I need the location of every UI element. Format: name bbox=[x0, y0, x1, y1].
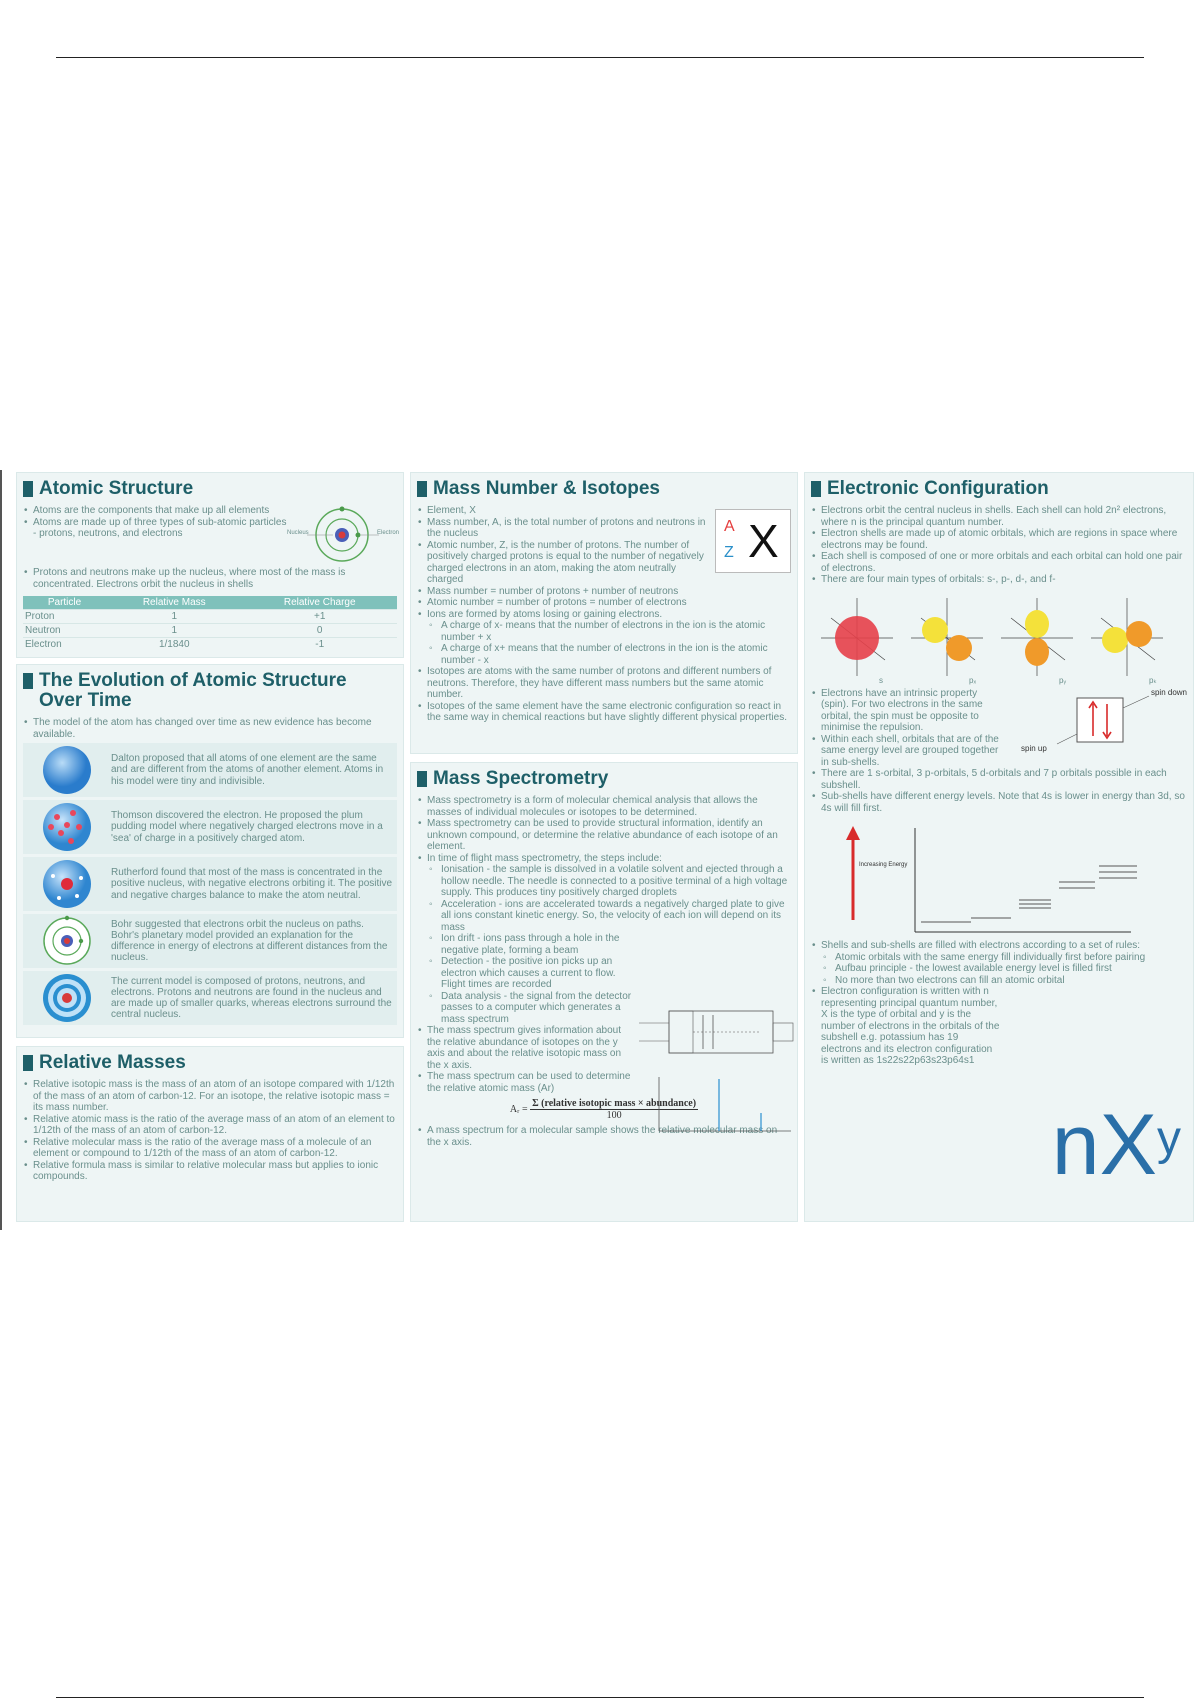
current-model-image bbox=[23, 971, 111, 1025]
list-item: • Electrons orbit the central nucleus in shells. Each shell can hold 2n² electrons, where n is the principal quantum number. bbox=[811, 505, 1187, 528]
list-item: • Ions are formed by atoms losing or gaining electrons. bbox=[417, 609, 791, 621]
spin-up-label: spin up bbox=[1021, 743, 1047, 753]
atomic-structure-title: Atomic Structure bbox=[23, 479, 397, 499]
rules-intro bbox=[811, 940, 1187, 952]
list-item: • A mass spectrum for a molecular sample shows the relative molecular mass on the x axis. bbox=[417, 1125, 791, 1148]
current-text: The current model is composed of protons, neutrons, and electrons. Protons and neutrons are found in the nucleus and are made up of smaller quarks, whereas electrons surround the central nucleus. bbox=[111, 975, 392, 1021]
table-cell: 1/1840 bbox=[106, 638, 242, 652]
formula-denominator: 100 bbox=[606, 1110, 622, 1121]
table-cell: 1 bbox=[106, 610, 242, 624]
rutherford-text: Rutherford found that most of the mass is concentrated in the positive nucleus, with negative electrons orbiting it. The positive and negative charges balance to make the atom neutral. bbox=[111, 867, 393, 901]
mass-number-bullets bbox=[417, 505, 707, 586]
list-item: • The mass spectrum gives information about the relative abundance of isotopes on the y axis and about the relative isotopic mass on the x axis. bbox=[417, 1025, 637, 1071]
mass-number-panel bbox=[410, 472, 798, 754]
atomic-structure-panel bbox=[16, 472, 404, 658]
list-item: • Electron shells are made up of atomic orbitals, which are regions in space where electrons may be found. bbox=[811, 528, 1187, 551]
evolution-intro bbox=[23, 717, 397, 740]
subshell-bullets bbox=[811, 768, 1187, 814]
orbital-label: pᵧ bbox=[1059, 675, 1067, 685]
relative-masses-title: Relative Masses bbox=[23, 1053, 397, 1073]
bohr-text: Bohr suggested that electrons orbit the nucleus on paths. Bohr's planetary model provided an explanation for the difference in energy of electrons at different distances from the nucleus. bbox=[111, 918, 388, 964]
evolution-panel bbox=[16, 664, 404, 1038]
list-item: • Sub-shells have different energy levels. Note that 4s is lower in energy than 3d, so 4s will fill first. bbox=[811, 791, 1187, 814]
configuration-notation bbox=[1051, 1097, 1181, 1193]
spin-down-label: spin down bbox=[1150, 687, 1187, 697]
table-cell: Electron bbox=[23, 638, 106, 652]
mass-spectrometry-title: Mass Spectrometry bbox=[417, 769, 791, 789]
atom-diagram bbox=[287, 505, 400, 567]
mass-number-symbol: A bbox=[724, 518, 735, 535]
list-item: • Isotopes of the same element have the same electronic configuration so react in the same way in chemical reactions but have slightly different physical properties. bbox=[417, 701, 791, 724]
list-item: • Atoms are made up of three types of sub-atomic particles - protons, neutrons, and electrons bbox=[23, 517, 287, 540]
list-item: • Mass number = number of protons + number of neutrons bbox=[417, 586, 791, 598]
electron-label: Electron bbox=[377, 530, 400, 536]
mass-number-bullets-2 bbox=[417, 586, 791, 621]
table-cell: 1 bbox=[106, 624, 242, 638]
spin-bullets bbox=[811, 688, 1001, 769]
list-item: • There are 1 s-orbital, 3 p-orbitals, 5 d-orbitals and 7 p orbitals possible in each subshell. bbox=[811, 768, 1187, 791]
dalton-model-image bbox=[23, 743, 111, 797]
relative-bullets bbox=[23, 1079, 397, 1183]
list-item: • Protons and neutrons make up the nucleus, where most of the mass is concentrated. Electrons orbit the nucleus in shells bbox=[23, 567, 397, 590]
relative-masses-panel bbox=[16, 1046, 404, 1222]
list-item: • The model of the atom has changed over time as new evidence has become available. bbox=[23, 717, 397, 740]
list-item: • Relative molecular mass is the ratio of the average mass of a molecule of an element or compound to 1/12th of the mass of an atom of carbon-12. bbox=[23, 1137, 397, 1160]
list-item: • Mass spectrometry is a form of molecular chemical analysis that allows the masses of individual molecules or isotopes to be determined. bbox=[417, 795, 791, 818]
table-header: Particle bbox=[23, 596, 106, 610]
model-row-bohr bbox=[23, 914, 397, 968]
spin-diagram bbox=[1021, 688, 1187, 760]
list-item: • Isotopes are atoms with the same number of protons and different numbers of neutrons. Therefore, they have different mass numbers but the same atomic number. bbox=[417, 666, 791, 701]
list-item: • Electrons have an intrinsic property (spin). For two electrons in the same orbital, the spin must be opposite to minimise the repulsion. bbox=[811, 688, 1001, 734]
isotope-bullets bbox=[417, 666, 791, 724]
nxy-y: y bbox=[1157, 1112, 1181, 1165]
list-item: • Atoms are the components that make up all elements bbox=[23, 505, 287, 517]
tof-apparatus-diagram bbox=[639, 1001, 795, 1072]
left-edge-bar bbox=[0, 470, 2, 1230]
list-item: ◦ Data analysis - the signal from the detector passes to a computer which generates a mass spectrum bbox=[417, 991, 637, 1026]
list-item: ◦ Ionisation - the sample is dissolved in a volatile solvent and ejected through a hollow needle. The needle is connected to a positive terminal of a high voltage supply. This produces tiny positively charged droplets bbox=[417, 864, 791, 899]
top-rule bbox=[56, 57, 1144, 58]
bottom-rule bbox=[56, 1697, 1144, 1698]
model-row-current bbox=[23, 971, 397, 1025]
thomson-text: Thomson discovered the electron. He proposed the plum pudding model where negatively charged electrons move in a 'sea' of charge in a positively charged atom. bbox=[111, 810, 383, 844]
energy-level-diagram bbox=[811, 820, 1187, 940]
orbital-label: s bbox=[879, 675, 883, 685]
nucleus-label: Nucleus bbox=[287, 530, 309, 536]
electronic-bullets bbox=[811, 505, 1187, 586]
bohr-model-image bbox=[23, 914, 111, 968]
list-item: ◦ A charge of x- means that the number of electrons in the ion is the atomic number + x bbox=[417, 620, 791, 643]
atomic-bullets-2 bbox=[23, 567, 397, 590]
mass-spectrometry-panel bbox=[410, 762, 798, 1222]
ion-charge-list bbox=[417, 620, 791, 666]
table-row bbox=[23, 638, 397, 652]
particle-table bbox=[23, 596, 397, 651]
formula-lhs: Aᵣ = bbox=[509, 1103, 528, 1115]
electronic-config-title: Electronic Configuration bbox=[811, 479, 1187, 499]
list-item: • Mass number, A, is the total number of protons and neutrons in the nucleus bbox=[417, 517, 707, 540]
list-item: • Within each shell, orbitals that are of the same energy level are grouped together in sub-shells. bbox=[811, 734, 1001, 769]
list-item: ◦ Acceleration - ions are accelerated towards a negatively charged plate to give all ions constant kinetic energy. So, the velocity of each ion will depend on its mass bbox=[417, 899, 791, 934]
orbital-label: pₓ bbox=[969, 675, 977, 685]
table-cell: -1 bbox=[242, 638, 397, 652]
electronic-config-panel bbox=[804, 472, 1194, 1222]
element-symbol: X bbox=[748, 515, 779, 567]
table-cell: 0 bbox=[242, 624, 397, 638]
model-row-dalton bbox=[23, 743, 397, 797]
list-item: • Mass spectrometry can be used to provide structural information, identify an unknown compound, or determine the relative abundance of each isotope of an element. bbox=[417, 818, 791, 853]
orbital-label: pₖ bbox=[1149, 675, 1157, 685]
nuclide-symbol bbox=[715, 509, 791, 573]
table-cell: Proton bbox=[23, 610, 106, 624]
atomic-bullets bbox=[23, 505, 287, 567]
orbital-diagrams bbox=[811, 590, 1187, 688]
table-row bbox=[23, 624, 397, 638]
list-item: • Relative atomic mass is the ratio of the average mass of an atom of an element to 1/12th of the mass of an atom of carbon-12. bbox=[23, 1114, 397, 1137]
formula-numerator: Σ (relative isotopic mass × abundance) bbox=[532, 1098, 697, 1109]
list-item: ◦ Aufbau principle - the lowest available energy level is filled first bbox=[811, 963, 1187, 975]
list-item: • Element, X bbox=[417, 505, 707, 517]
list-item: • Atomic number = number of protons = number of electrons bbox=[417, 597, 791, 609]
table-header: Relative Mass bbox=[106, 596, 242, 610]
nxy-n: n bbox=[1051, 1097, 1100, 1193]
list-item: ◦ A charge of x+ means that the number of electrons in the ion is the atomic number - x bbox=[417, 643, 791, 666]
dalton-text: Dalton proposed that all atoms of one element are the same and are different from the atoms of another element. Atoms in his model were tiny and indivisible. bbox=[111, 753, 384, 787]
list-item: ◦ Ion drift - ions pass through a hole in the negative plate, forming a beam bbox=[417, 933, 657, 956]
list-item: • Relative isotopic mass is the mass of an atom of an isotope compared with 1/12th of the mass of an atom of carbon-12. For an isotope, the relative isotopic mass = its mass number. bbox=[23, 1079, 397, 1114]
atomic-number-symbol: Z bbox=[724, 544, 734, 561]
list-item: ◦ No more than two electrons can fill an atomic orbital bbox=[811, 975, 1187, 987]
table-cell: +1 bbox=[242, 610, 397, 624]
list-item: • Atomic number, Z, is the number of protons. The number of positively charged protons is equal to the number of negatively charged electrons in an atom, making the atom neutrally charged bbox=[417, 540, 707, 586]
mass-number-title: Mass Number & Isotopes bbox=[417, 479, 791, 499]
list-item: • Relative formula mass is similar to relative molecular mass but applies to ionic compounds. bbox=[23, 1160, 397, 1183]
nxy-x: X bbox=[1099, 1097, 1157, 1193]
list-item: • The mass spectrum can be used to determine the relative atomic mass (Ar) bbox=[417, 1071, 637, 1094]
table-cell: Neutron bbox=[23, 624, 106, 638]
evolution-title: The Evolution of Atomic Structure Over Time bbox=[23, 671, 363, 711]
rutherford-model-image bbox=[23, 857, 111, 911]
table-header: Relative Charge bbox=[242, 596, 397, 610]
list-item: ◦ Detection - the positive ion picks up an electron which causes a current to flow. Flight times are recorded bbox=[417, 956, 617, 991]
list-item: • Shells and sub-shells are filled with electrons according to a set of rules: bbox=[811, 940, 1187, 952]
energy-axis-label: Increasing Energy bbox=[859, 862, 908, 868]
table-row bbox=[23, 610, 397, 624]
list-item: • Electron configuration is written with n representing principal quantum number, X is the type of orbital and y is the number of electrons in the orbitals of the subshell e.g. potassium has 19 electrons and its electron configuration is written as 1s22s22p63s23p64s1 bbox=[811, 986, 1001, 1067]
list-item: • There are four main types of orbitals: s-, p-, d-, and f- bbox=[811, 574, 1187, 586]
list-item: ◦ Atomic orbitals with the same energy fill individually first before pairing bbox=[811, 952, 1187, 964]
spectrometry-bullets bbox=[417, 795, 791, 864]
list-item: • In time of flight mass spectrometry, the steps include: bbox=[417, 853, 791, 865]
filling-rules bbox=[811, 952, 1187, 987]
model-row-rutherford bbox=[23, 857, 397, 911]
thomson-model-image bbox=[23, 800, 111, 854]
mass-spectrum-chart bbox=[635, 1073, 795, 1148]
spectrum-bullets bbox=[417, 1025, 637, 1094]
list-item: • Each shell is composed of one or more orbitals and each orbital can hold one pair of electrons. bbox=[811, 551, 1187, 574]
config-bullet bbox=[811, 986, 1001, 1067]
model-row-thomson bbox=[23, 800, 397, 854]
